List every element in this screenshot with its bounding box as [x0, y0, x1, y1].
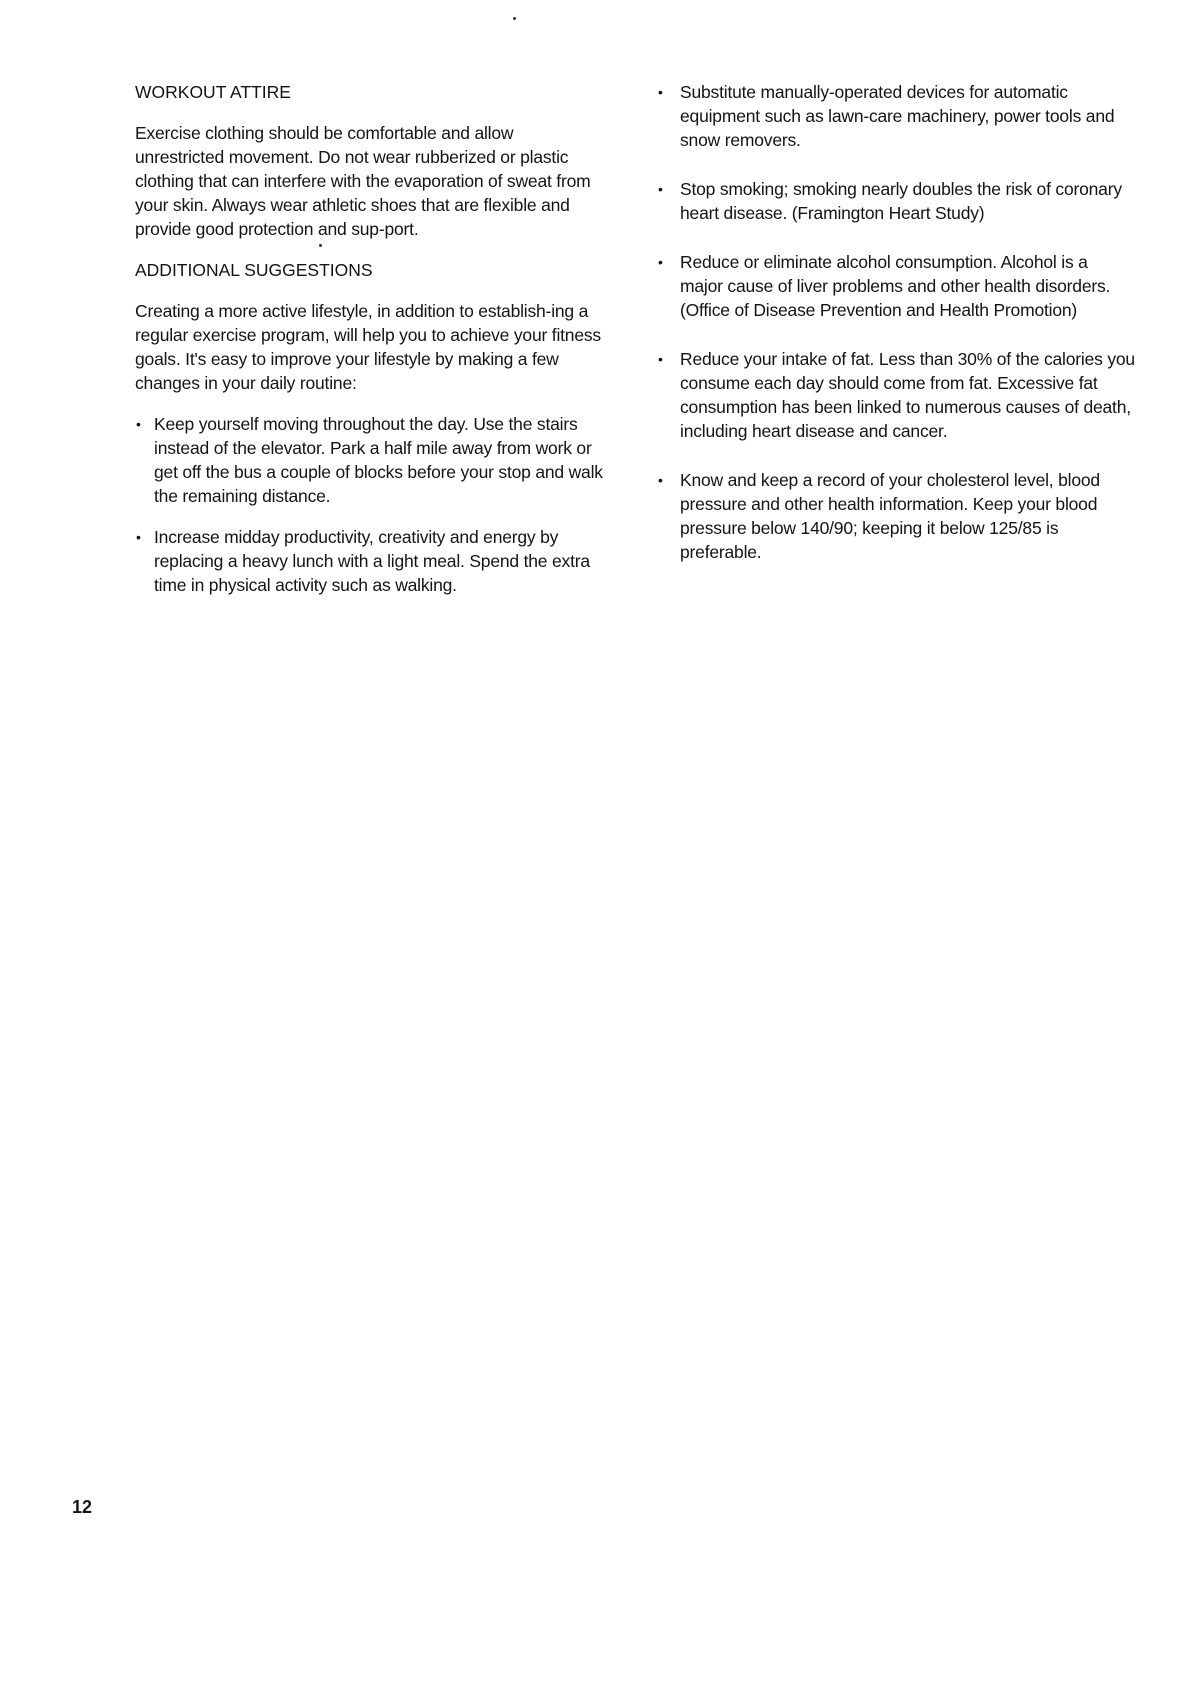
list-item-text: Reduce or eliminate alcohol consumption. Alcohol is a major cause of liver problems and other health disorders. (Office of Disease Prevention and Health Promotion)	[680, 252, 1111, 320]
bullet-icon: •	[658, 84, 663, 100]
list-item	[135, 525, 605, 597]
list-item-text: Keep yourself moving throughout the day. Use the stairs instead of the elevator. Park a half mile away from work or get off the bus a couple of blocks before your stop and walk the remaining distance.	[154, 414, 603, 506]
list-item-text: Reduce your intake of fat. Less than 30% of the calories you consume each day should come from fat. Excessive fat consumption has been linked to numerous causes of death, including heart disease and cancer.	[680, 349, 1135, 441]
suggestions-list-left	[135, 412, 605, 597]
additional-suggestions-paragraph: Creating a more active lifestyle, in addition to establish-ing a regular exercise program, will help you to achieve your fitness goals. It's easy to improve your lifestyle by making a few changes in your daily routine:	[135, 301, 601, 393]
bullet-icon: •	[136, 529, 141, 545]
workout-attire-paragraph: Exercise clothing should be comfortable and allow unrestricted movement. Do not wear rubberized or plastic clothing that can interfere with the evaporation of sweat from your skin. Always wear athletic shoes that are flexible and provide good protection and sup-port.	[135, 123, 591, 239]
bullet-icon: •	[658, 181, 663, 197]
bullet-icon: •	[658, 472, 663, 488]
scan-speck	[513, 17, 516, 20]
suggestions-list-right	[657, 80, 1135, 564]
workout-attire-section	[135, 80, 605, 241]
list-item	[657, 177, 1135, 225]
workout-attire-heading: WORKOUT ATTIRE	[135, 82, 291, 102]
list-item	[657, 250, 1135, 322]
list-item-text: Stop smoking; smoking nearly doubles the risk of coronary heart disease. (Framington Heart Study)	[680, 179, 1122, 223]
page-number: 12	[72, 1497, 93, 1517]
list-item-text: Know and keep a record of your cholesterol level, blood pressure and other health information. Keep your blood pressure below 140/90; keeping it below 125/85 is preferable.	[680, 470, 1100, 562]
list-item	[657, 80, 1135, 152]
additional-suggestions-section	[135, 258, 605, 597]
list-item-text: Increase midday productivity, creativity and energy by replacing a heavy lunch with a light meal. Spend the extra time in physical activity such as walking.	[154, 527, 590, 595]
right-column	[657, 80, 1135, 589]
bullet-icon: •	[658, 254, 663, 270]
list-item-text: Substitute manually-operated devices for automatic equipment such as lawn-care machinery, power tools and snow removers.	[680, 82, 1115, 150]
bullet-icon: •	[136, 416, 141, 432]
list-item	[135, 412, 605, 508]
list-item	[657, 468, 1135, 564]
list-item	[657, 347, 1135, 443]
left-column	[135, 80, 605, 614]
additional-suggestions-heading: ADDITIONAL SUGGESTIONS	[135, 260, 373, 280]
bullet-icon: •	[658, 351, 663, 367]
